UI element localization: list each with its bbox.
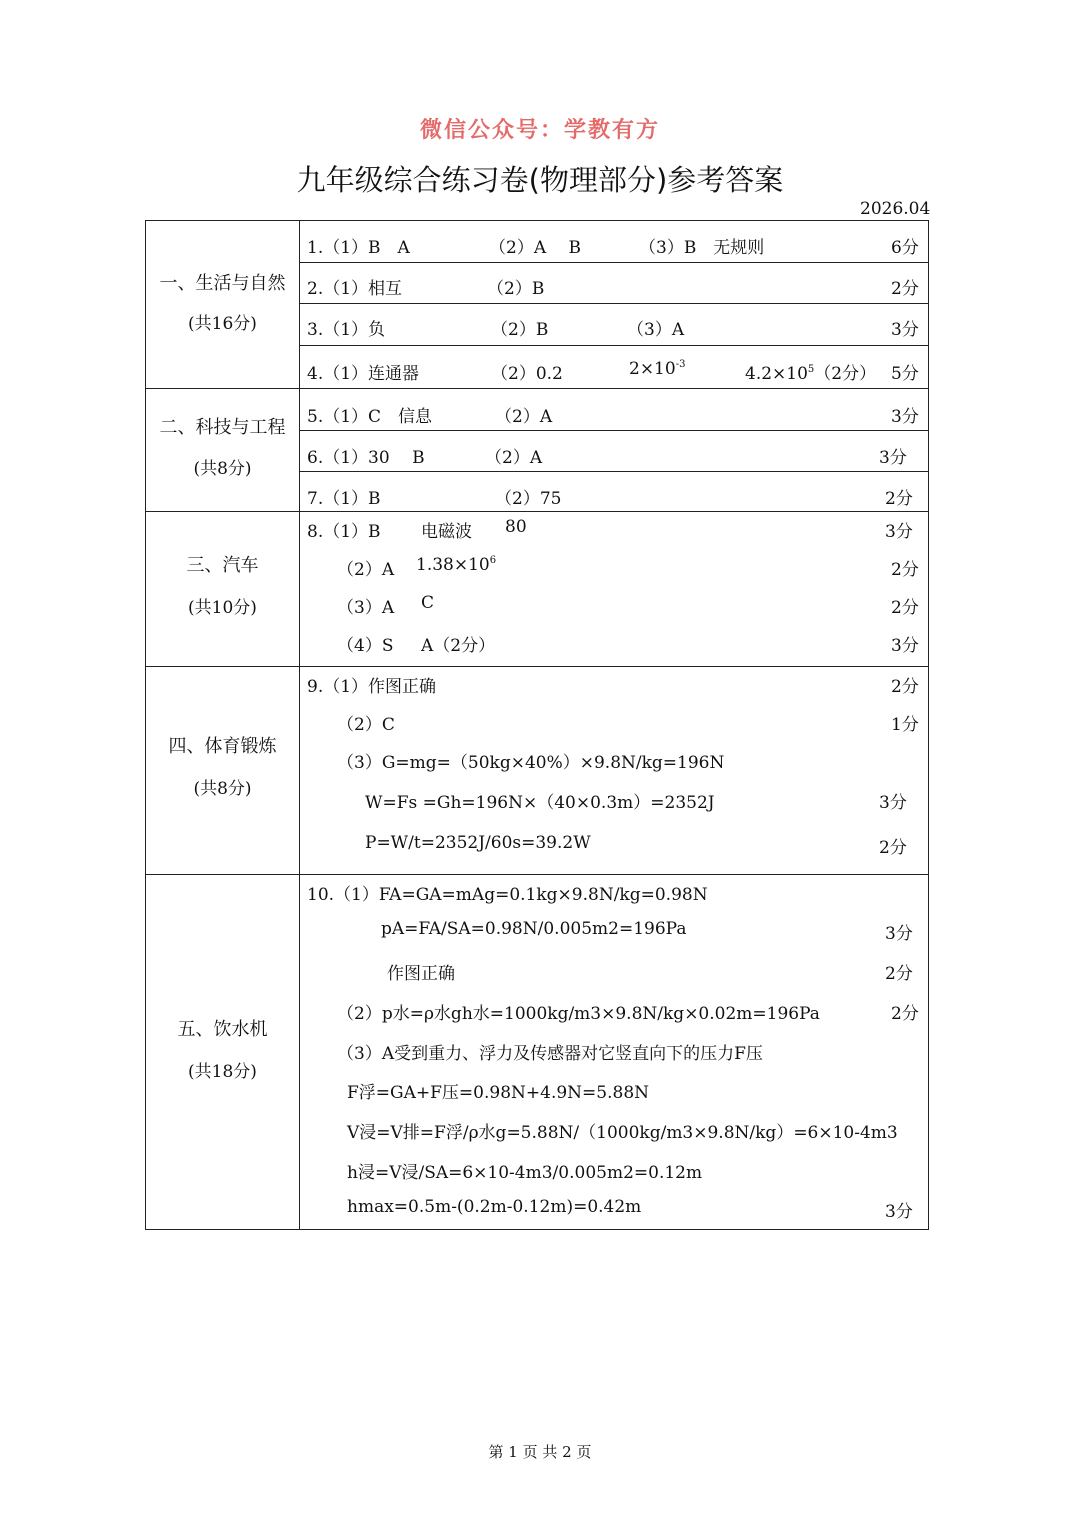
answer-text: 4.（1）连通器 — [307, 364, 420, 384]
answer-block — [299, 875, 928, 1229]
formula-text: F浮=GA+F压=0.98N+4.9N=5.88N — [347, 1083, 650, 1103]
answer-text: C — [421, 593, 435, 613]
section-name: 三、汽车 — [186, 555, 259, 576]
formula-text: （2）p水=ρ水gh水=1000kg/m3×9.8N/kg×0.02m=196Pa — [337, 1004, 820, 1024]
points: 3分 — [885, 924, 913, 944]
section-total: (共18分) — [188, 1062, 257, 1082]
points: 2分 — [879, 838, 907, 858]
answer-text: （2）C — [337, 715, 395, 735]
answer-text: （2）A — [495, 407, 553, 427]
answer-text: （2）75 — [495, 489, 562, 509]
section-label-cell — [146, 875, 300, 1229]
section-label-cell — [146, 389, 300, 511]
answer-text: 9.（1）作图正确 — [307, 677, 437, 697]
formula-text: 10.（1）FA=GA=mAg=0.1kg×9.8N/kg=0.98N — [307, 885, 708, 905]
points: 3分 — [891, 407, 919, 427]
answer-block — [299, 512, 928, 666]
section-1 — [145, 220, 929, 389]
section-3 — [145, 511, 929, 667]
answer-text: 8.（1）B — [307, 522, 381, 542]
answer-text: 1.（1）B A — [307, 238, 410, 258]
points: 1分 — [891, 715, 919, 735]
points: 3分 — [891, 636, 919, 656]
answer-block — [299, 667, 928, 874]
formula-text: P=W/t=2352J/60s=39.2W — [365, 833, 591, 853]
points: 3分 — [885, 1202, 913, 1222]
answer-row — [299, 221, 928, 263]
answer-row — [299, 262, 928, 304]
answer-row — [299, 430, 928, 472]
section-name: 一、生活与自然 — [159, 273, 286, 294]
points: 2分 — [891, 598, 919, 618]
answer-text: 80 — [505, 517, 527, 537]
answer-text: $2\times 10^{-3}$ — [629, 359, 686, 379]
section-label-cell — [146, 667, 300, 874]
section-total: (共8分) — [193, 779, 252, 799]
answer-text: （4）S — [337, 636, 394, 656]
answer-text: 3.（1）负 — [307, 320, 386, 340]
section-total: (共16分) — [188, 314, 257, 334]
answer-text: 6.（1）30 B — [307, 448, 425, 468]
section-total: (共8分) — [193, 459, 252, 479]
points: 2分 — [891, 279, 919, 299]
points: 2分 — [891, 1004, 919, 1024]
answer-text: A（2分） — [421, 636, 496, 656]
points: 3分 — [879, 448, 907, 468]
answer-text: （3）B 无规则 — [639, 238, 765, 258]
section-total: (共10分) — [188, 598, 257, 618]
answer-text: （2）A B — [489, 238, 581, 258]
points: 3分 — [885, 522, 913, 542]
points: 3分 — [879, 793, 907, 813]
answer-text: $4.2\times 10^5(2$分） — [745, 364, 877, 384]
section-label-cell — [146, 512, 300, 666]
answer-text: （3）A受到重力、浮力及传感器对它竖直向下的压力F压 — [337, 1044, 763, 1064]
answer-text: $1.38\times 10^6$ — [416, 555, 497, 575]
answer-text: （2）0.2 — [491, 364, 563, 384]
points: 3分 — [891, 320, 919, 340]
section-2 — [145, 388, 929, 512]
formula-text: pA=FA/SA=0.98N/0.005m2=196Pa — [381, 919, 687, 939]
answer-text: 电磁波 — [421, 522, 472, 542]
answer-text: 2.（1）相互 — [307, 279, 403, 299]
points: 2分 — [891, 677, 919, 697]
points: 5分 — [891, 364, 919, 384]
answer-text: （2）A — [485, 448, 543, 468]
page-title: 九年级综合练习卷(物理部分)参考答案 — [296, 163, 784, 197]
section-label-cell — [146, 221, 300, 388]
answer-text: （3）A — [627, 320, 685, 340]
answer-row — [299, 345, 928, 389]
section-4 — [145, 666, 929, 875]
answer-text: 5.（1）C 信息 — [307, 407, 433, 427]
formula-text: h浸=V浸/SA=6×10-4m3/0.005m2=0.12m — [347, 1163, 703, 1183]
section-5 — [145, 874, 929, 1230]
points: 6分 — [891, 238, 919, 258]
formula-text: hmax=0.5m-(0.2m-0.12m)=0.42m — [347, 1197, 642, 1217]
points: 2分 — [885, 964, 913, 984]
answer-text: （2）B — [487, 279, 545, 299]
formula-text: W=Fs =Gh=196N×（40×0.3m）=2352J — [365, 793, 715, 813]
formula-text: （3）G=mg=（50kg×40%）×9.8N/kg=196N — [337, 753, 725, 773]
date: 2026.04 — [860, 199, 931, 219]
answer-text: （2）A — [337, 560, 395, 580]
points: 2分 — [891, 560, 919, 580]
answer-row — [299, 389, 928, 431]
answer-row — [299, 471, 928, 511]
watermark: 微信公众号：学教有方 — [419, 117, 660, 143]
section-name: 四、体育锻炼 — [168, 736, 277, 757]
answer-text: 7.（1）B — [307, 489, 381, 509]
answer-text: （3）A — [337, 598, 395, 618]
page-footer: 第 1 页 共 2 页 — [488, 1443, 592, 1461]
formula-text: V浸=V排=F浮/ρ水g=5.88N/（1000kg/m3×9.8N/kg）=6×10-4m3 — [347, 1123, 898, 1143]
points: 2分 — [885, 489, 913, 509]
section-name: 二、科技与工程 — [159, 417, 286, 438]
section-name: 五、饮水机 — [177, 1019, 268, 1040]
answer-text: 作图正确 — [387, 964, 455, 984]
answer-row — [299, 303, 928, 346]
answer-text: （2）B — [491, 320, 549, 340]
